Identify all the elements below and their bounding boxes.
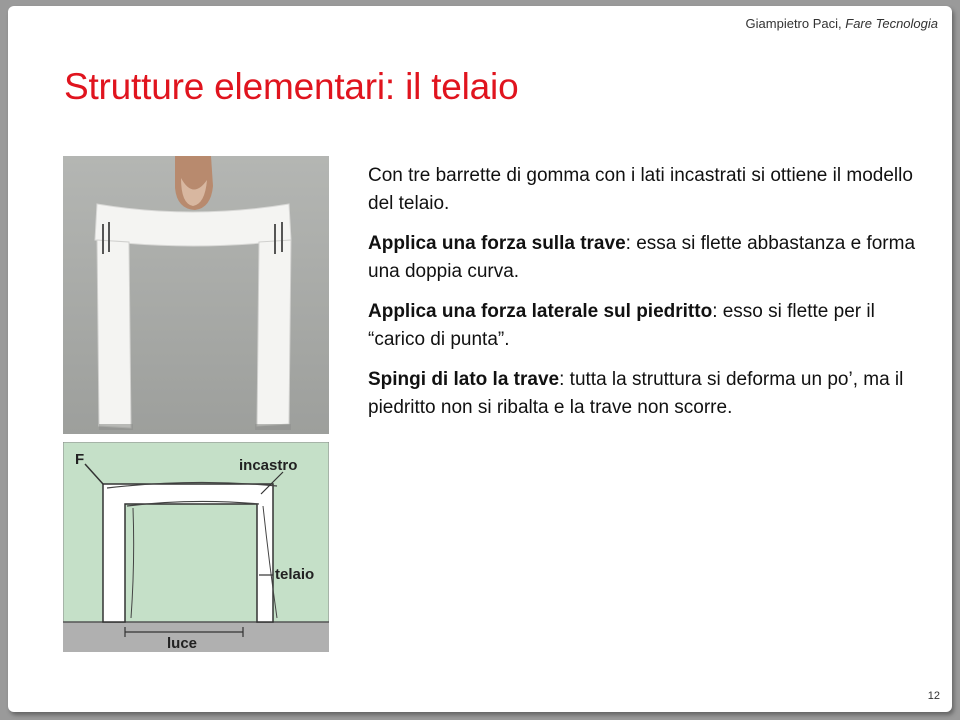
explanation-text (368, 162, 918, 434)
slide (8, 6, 952, 712)
frame-label: telaio (275, 566, 315, 583)
frame-model-illustration (63, 156, 329, 434)
paragraph-beam-force (368, 230, 918, 286)
page-number: 12 (927, 690, 940, 702)
paragraph-lateral-force-bold: Applica una forza laterale sul piedritto (368, 301, 713, 322)
paragraph-lateral-force-text: : esso si flette per il “carico di punta”. (368, 301, 875, 350)
joint-label: incastro (239, 457, 298, 474)
paragraph-push-beam (368, 366, 918, 422)
paragraph-lateral-force (368, 298, 918, 354)
page-title: Strutture elementari: il telaio (64, 66, 519, 107)
paragraph-push-beam-bold: Spingi di lato la trave (368, 369, 560, 390)
frame-diagram-svg (63, 442, 329, 652)
paragraph-push-beam-text: : tutta la struttura si deforma un po’, ma il piedritto non si ribalta e la trave non scorre. (368, 369, 904, 418)
span-label: luce (167, 635, 198, 652)
force-label: F (75, 451, 85, 468)
header-author-line (746, 16, 938, 31)
paragraph-beam-force-text: : essa si flette abbastanza e forma una doppia curva. (368, 233, 916, 282)
frame-diagram (63, 442, 329, 652)
author-name: Giampietro Paci, (745, 16, 842, 31)
paragraph-intro (368, 162, 918, 218)
frame-model-photo (63, 156, 329, 434)
paragraph-intro-text: Con tre barrette di gomma con i lati incastrati si ottiene il modello del telaio. (368, 165, 913, 214)
paragraph-beam-force-bold: Applica una forza sulla trave (368, 233, 626, 254)
book-title: Fare Tecnologia (845, 16, 938, 31)
